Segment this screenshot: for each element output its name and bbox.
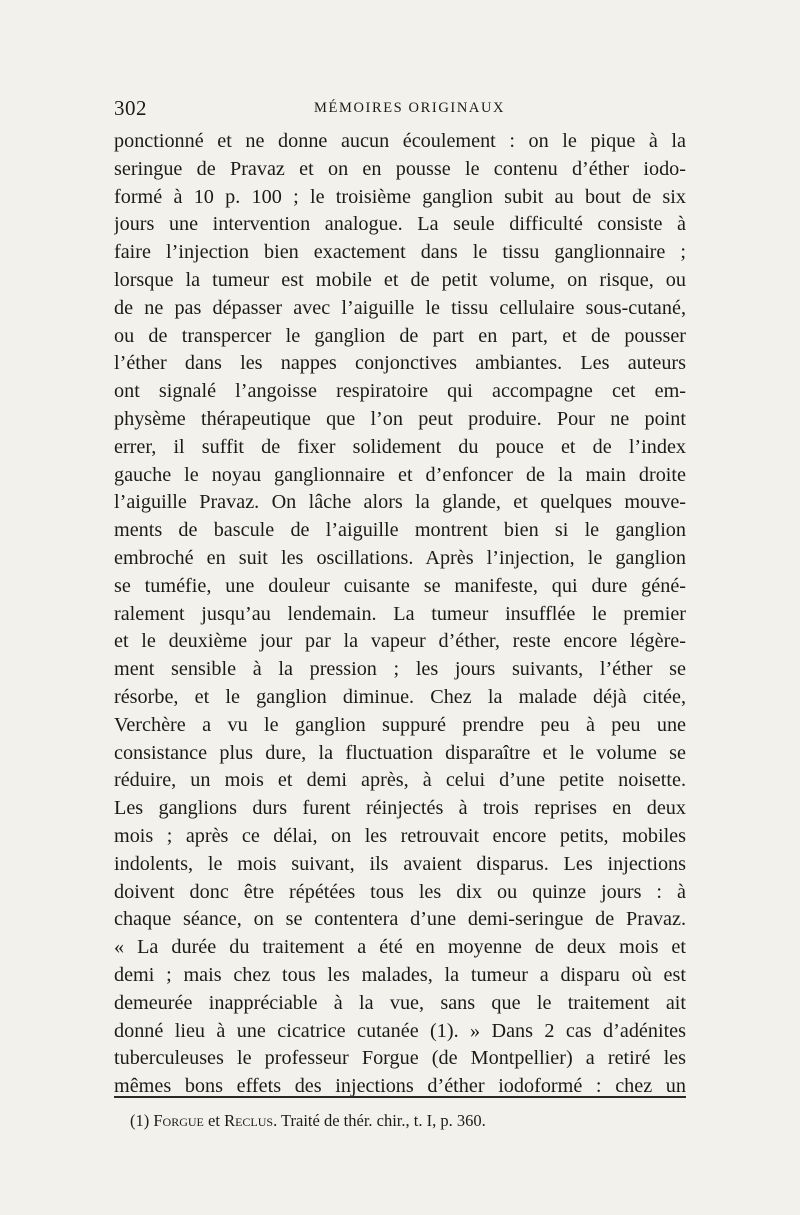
footnote-rule [114,1096,686,1098]
footnote [130,1110,486,1132]
body-line: de ne pas dépasser avec l’aiguille le tissu cellulaire sous-cutané, [114,296,686,319]
footnote-marker: (1) [130,1111,150,1130]
body-line: consistance plus dure, la fluctuation disparaître et le volume se [114,741,686,764]
body-line: l’aiguille Pravaz. On lâche alors la glande, et quelques mouve- [114,491,686,514]
footnote-author: Reclus [224,1111,274,1130]
body-line: formé à 10 p. 100 ; le troisième ganglion subit au bout de six [114,185,686,208]
body-line: ments de bascule de l’aiguille montrent bien si le ganglion [114,519,686,542]
body-line: physème thérapeutique que l’on peut produire. Pour ne point [114,407,686,430]
footnote-citation: . Traité de thér. chir., t. I, p. 360. [273,1111,486,1130]
body-line: mois ; après ce délai, on les retrouvait encore petits, mobiles [114,824,686,847]
body-line: embroché en suit les oscillations. Après l’injection, le ganglion [114,546,686,569]
body-line: tuberculeuses le professeur Forgue (de Montpellier) a retiré les [114,1047,686,1070]
page-number: 302 [114,96,147,120]
body-line: ment sensible à la pression ; les jours suivants, l’éther se [114,658,686,681]
running-head [114,96,686,122]
body-line: chaque séance, on se contentera d’une demi-seringue de Pravaz. [114,908,686,931]
body-line: demeurée inappréciable à la vue, sans que le traitement ait [114,991,686,1014]
body-line: indolents, le mois suivant, ils avaient disparus. Les injections [114,852,686,875]
body-line: résorbe, et le ganglion diminue. Chez la malade déjà citée, [114,685,686,708]
body-line: réduire, un mois et demi après, à celui d’une petite noisette. [114,769,686,792]
body-line: Verchère a vu le ganglion suppuré prendre peu à peu une [114,713,686,736]
body-line: seringue de Pravaz et on en pousse le contenu d’éther iodo- [114,157,686,180]
body-line: ont signalé l’angoisse respiratoire qui accompagne cet em- [114,380,686,403]
body-line: doivent donc être répétées tous les dix ou quinze jours : à [114,880,686,903]
body-line: et le deuxième jour par la vapeur d’éther, reste encore légère- [114,630,686,653]
body-line: faire l’injection bien exactement dans le tissu ganglionnaire ; [114,241,686,264]
footnote-author: Forgue [153,1111,204,1130]
body-line: lorsque la tumeur est mobile et de petit volume, on risque, ou [114,268,686,291]
body-line: jours une intervention analogue. La seule difficulté consiste à [114,213,686,236]
body-line: ralement jusqu’au lendemain. La tumeur insufflée le premier [114,602,686,625]
footnote-conjunction: et [208,1111,220,1130]
running-title: MÉMOIRES ORIGINAUX [314,100,506,116]
body-line: « La durée du traitement a été en moyenne de deux mois et [114,936,686,959]
body-line: gauche le noyau ganglionnaire et d’enfoncer de la main droite [114,463,686,486]
body-line: demi ; mais chez tous les malades, la tumeur a disparu où est [114,963,686,986]
body-line: ponctionné et ne donne aucun écoulement : on le pique à la [114,130,686,152]
body-line: l’éther dans les nappes conjonctives ambiantes. Les auteurs [114,352,686,375]
body-line: se tuméfie, une douleur cuisante se manifeste, qui dure géné- [114,574,686,597]
body-line: donné lieu à une cicatrice cutanée (1). » Dans 2 cas d’adénites [114,1019,686,1042]
body-line: errer, il suffit de fixer solidement du pouce et de l’index [114,435,686,458]
body-text [114,128,686,1101]
body-line: ou de transpercer le ganglion de part en part, et de pousser [114,324,686,347]
body-line: mêmes bons effets des injections d’éther iodoformé : chez un [114,1075,686,1098]
body-line: Les ganglions durs furent réinjectés à trois reprises en deux [114,797,686,820]
